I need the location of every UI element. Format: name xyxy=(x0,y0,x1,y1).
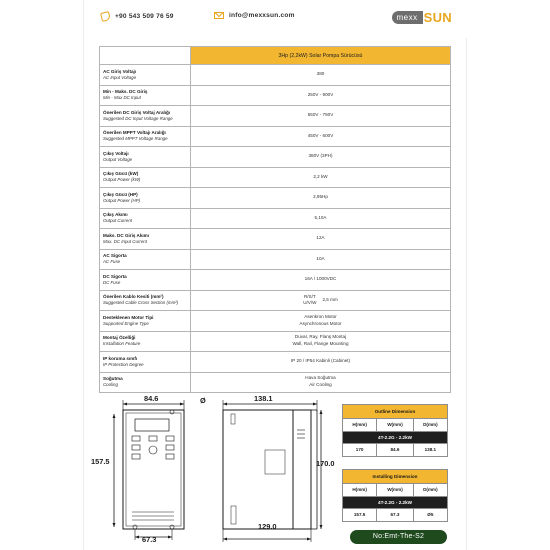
label-en: Output Voltage xyxy=(103,156,133,162)
label-en: Min - Max DC Input xyxy=(103,95,141,101)
table-row xyxy=(100,188,451,209)
install-header-w: W(mm) xyxy=(377,484,414,497)
label-en: AC Input Voltage xyxy=(103,74,137,80)
label-en: Output Power (kW) xyxy=(103,177,141,183)
table-row xyxy=(100,249,451,270)
table-row xyxy=(100,229,451,250)
cable-input-terminals: R/S/T xyxy=(303,293,316,299)
row-label xyxy=(100,229,191,250)
value-line-1: Duvar, Ray, Flanş Montaj xyxy=(294,334,347,340)
row-value xyxy=(191,290,451,311)
dimension-drawings xyxy=(84,392,468,550)
label-tr: Çıkış Akımı xyxy=(103,212,128,218)
row-value: 2,95Hp xyxy=(191,188,451,209)
row-value: 5,10A xyxy=(191,208,451,229)
email-contact xyxy=(214,12,295,19)
label-tr: Desteklenen Motor Tipi xyxy=(103,314,154,320)
table-row xyxy=(100,311,451,332)
label-tr: IP koruma sınıfı xyxy=(103,355,138,361)
row-value: 12A xyxy=(191,229,451,250)
install-header-d: D(mm) xyxy=(413,484,447,497)
outline-dimension-table xyxy=(342,404,448,457)
label-tr: Önerilen Kablo Kesiti (mm²) xyxy=(103,294,164,300)
row-label xyxy=(100,147,191,168)
label-en: Supported Engine Type xyxy=(103,320,149,326)
row-value: 450V - 600V xyxy=(191,126,451,147)
brand-logo xyxy=(392,10,452,25)
label-tr: Çıkış Gücü (kW) xyxy=(103,171,139,177)
table-row xyxy=(100,167,451,188)
outline-table-title: Outline Dimension xyxy=(343,405,448,419)
row-label xyxy=(100,188,191,209)
phone-number: +90 543 509 76 59 xyxy=(115,13,174,20)
label-tr: Çıkış Voltajı xyxy=(103,150,129,156)
table-row xyxy=(100,372,451,393)
cable-value xyxy=(303,294,338,307)
label-tr: DC Sigorta xyxy=(103,273,127,279)
row-label xyxy=(100,65,191,86)
row-label xyxy=(100,352,191,373)
install-table-title: Installing Dimension xyxy=(343,470,448,484)
row-label xyxy=(100,311,191,332)
table-row xyxy=(100,208,451,229)
cable-terminals xyxy=(303,294,316,307)
cable-output-terminals: U/V/W xyxy=(303,300,317,306)
phone-icon xyxy=(100,11,111,22)
row-label xyxy=(100,167,191,188)
table-row xyxy=(100,331,451,352)
outline-model: 4T-2.2G - 2.2kW xyxy=(343,431,448,444)
label-tr: Soğutma xyxy=(103,376,123,382)
install-header-h: H(mm) xyxy=(343,484,377,497)
row-value: 550V - 750V xyxy=(191,106,451,127)
install-value-h: 157.5 xyxy=(343,509,377,522)
row-value xyxy=(191,372,451,393)
label-en: Installation Feature xyxy=(103,341,141,347)
phone-contact xyxy=(101,12,174,21)
document-number-tag: No:Emt-The-S2 xyxy=(350,530,447,544)
label-tr: Montaj Özelliği xyxy=(103,335,136,341)
row-label xyxy=(100,270,191,291)
row-value: 2,2 kW xyxy=(191,167,451,188)
row-label xyxy=(100,249,191,270)
table-row xyxy=(100,290,451,311)
spec-table-title: 3Hp (2,2kW) Solar Pompa Sürücüsü xyxy=(191,47,451,65)
value-line-2: Wall, Rail, Flange Mounting xyxy=(292,341,349,347)
front-height-dimension: 157.5 xyxy=(91,457,110,466)
row-value: 16A / 1000VDC xyxy=(191,270,451,291)
outline-header-d: D(mm) xyxy=(413,419,447,432)
label-tr: AC Sigorta xyxy=(103,253,127,259)
row-value: 380 xyxy=(191,65,451,86)
value-line-2: Air Cooling xyxy=(309,382,332,388)
row-label xyxy=(100,372,191,393)
table-row xyxy=(100,352,451,373)
table-row xyxy=(100,270,451,291)
cable-section: 2,5 mm xyxy=(322,296,338,302)
label-en: Max. DC Input Current xyxy=(103,238,147,244)
label-en: IP Protection Degree xyxy=(103,361,144,367)
value-line-1: Hava Soğutma xyxy=(305,375,336,381)
row-value xyxy=(191,331,451,352)
row-value xyxy=(191,311,451,332)
email-address: info@mexxsun.com xyxy=(229,12,295,19)
header xyxy=(84,0,468,38)
label-en: Output Power (HP) xyxy=(103,197,141,203)
outline-header-h: H(mm) xyxy=(343,419,377,432)
install-value-w: 67.3 xyxy=(377,509,414,522)
label-tr: AC Giriş Voltajı xyxy=(103,68,137,74)
side-top-dimension: 138.1 xyxy=(254,394,273,403)
label-en: DC Fuse xyxy=(103,279,121,285)
row-label xyxy=(100,85,191,106)
datasheet-page xyxy=(83,0,467,550)
row-label xyxy=(100,331,191,352)
spec-header-empty xyxy=(100,47,191,65)
outline-value-w: 84.6 xyxy=(377,444,414,457)
label-tr: Önerilen DC Giriş Voltaj Aralığı xyxy=(103,109,171,115)
row-value: 250V - 900V xyxy=(191,85,451,106)
outline-value-d: 138.1 xyxy=(413,444,447,457)
label-en: Suggested MPPT Voltage Range xyxy=(103,136,168,142)
install-value-d: Ø5 xyxy=(413,509,447,522)
row-label xyxy=(100,126,191,147)
spec-table xyxy=(99,46,451,393)
row-label xyxy=(100,208,191,229)
row-value: 10A xyxy=(191,249,451,270)
table-row xyxy=(100,106,451,127)
value-line-1: Asenkron Motor xyxy=(304,313,337,319)
installing-dimension-table xyxy=(342,469,448,522)
mail-icon xyxy=(214,12,224,19)
table-row xyxy=(100,126,451,147)
front-view-drawing xyxy=(104,394,196,544)
spec-table-header xyxy=(100,47,451,65)
row-label xyxy=(100,106,191,127)
label-tr: Maks. DC Giriş Akımı xyxy=(103,232,150,238)
row-value: IP 20 / IP54 Kabinli (Cabinet) xyxy=(191,352,451,373)
label-tr: Min - Maks. DC Giriş xyxy=(103,89,148,95)
logo-part-mexx: mexx xyxy=(392,11,423,24)
label-tr: Çıkış Gücü (HP) xyxy=(103,191,138,197)
table-row xyxy=(100,85,451,106)
label-en: Suggested Cable Cross Section (mm²) xyxy=(103,300,179,306)
side-height-dimension: 170.0 xyxy=(316,459,335,468)
front-bottom-dimension: 67.3 xyxy=(142,535,157,544)
value-line-2: Asynchronous Motor xyxy=(299,320,342,326)
label-en: Cooling xyxy=(103,382,118,388)
label-en: AC Fuse xyxy=(103,259,121,265)
label-en: Suggested DC Input Voltage Range xyxy=(103,115,173,121)
outline-value-h: 170 xyxy=(343,444,377,457)
row-label xyxy=(100,290,191,311)
table-row xyxy=(100,65,451,86)
label-tr: Önerilen MPPT Voltajı Aralığı xyxy=(103,130,166,136)
label-en: Output Current xyxy=(103,218,133,224)
outline-header-w: W(mm) xyxy=(377,419,414,432)
front-width-dimension: 84.6 xyxy=(144,394,159,403)
row-value: 380V (3PH) xyxy=(191,147,451,168)
table-row xyxy=(100,147,451,168)
side-bottom-dimension: 129.0 xyxy=(258,522,277,531)
install-model: 4T-2.2G - 2.2kW xyxy=(343,496,448,509)
hole-diameter-symbol: Ø xyxy=(200,396,206,405)
logo-part-sun: SUN xyxy=(423,10,452,25)
